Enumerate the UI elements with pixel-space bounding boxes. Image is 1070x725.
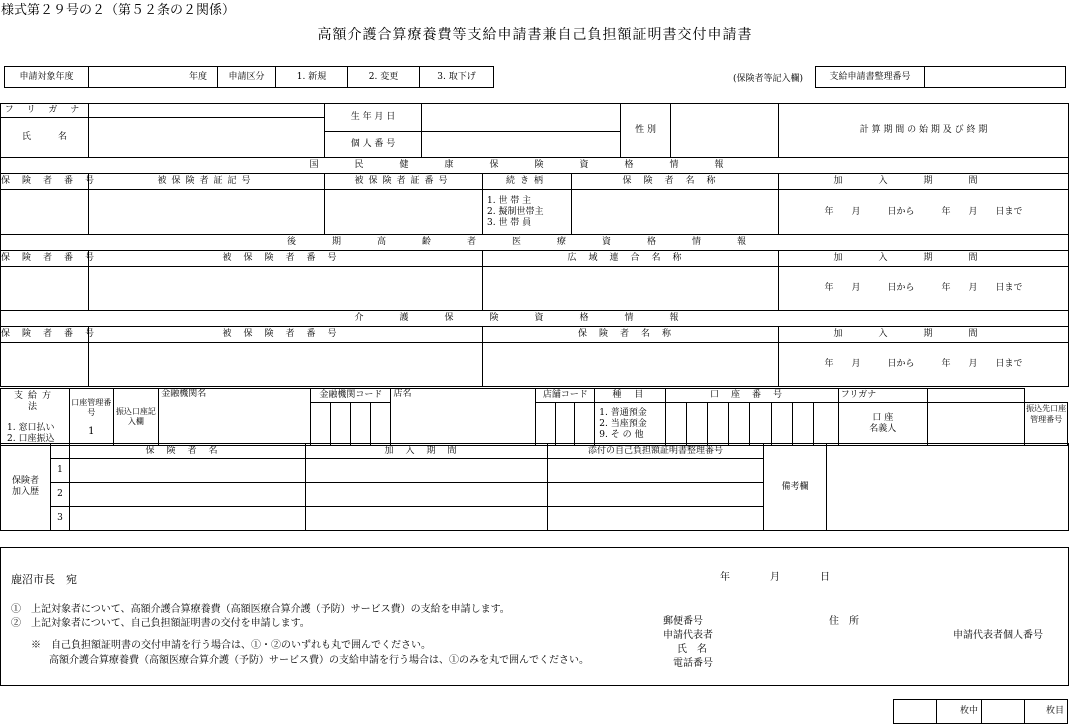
kouki-card-number-field[interactable] (89, 267, 483, 311)
bank-name-label: 金融機関名 (161, 389, 207, 399)
individual-number-label: 個 人 番 号 (325, 132, 422, 158)
sex-label: 性 別 (621, 104, 671, 158)
category-option-new[interactable]: 1. 新規 (276, 67, 348, 88)
relation-option-head[interactable]: 1. 世 帯 主 (487, 195, 532, 206)
rep-name-label: 氏 名 (677, 644, 707, 655)
kokuho-relation-header: 続き柄 (483, 174, 572, 190)
account-digit-8[interactable] (814, 403, 838, 446)
kouki-card-number-header: 被保険者番号 (89, 251, 483, 267)
mgmt-number-label: 支給申請書整理番号 (816, 67, 925, 88)
bank-code-label: 金融機関コード (311, 389, 391, 403)
type-option-other[interactable]: 9. そ の 他 (599, 429, 644, 440)
name-field[interactable] (89, 118, 325, 158)
method-window[interactable]: 1. 窓口払い (7, 423, 55, 433)
declaration-line-2[interactable]: ② 上記対象者について、自己負担額証明書の交付を申請します。 (11, 618, 310, 629)
method-cell[interactable] (1, 389, 70, 446)
kokuho-period-header: 加入期間 (779, 174, 1069, 190)
kaigo-insurer-number-header: 保険者番号 (1, 327, 89, 343)
history-period-header: 加入期間 (306, 444, 548, 459)
account-digit-4[interactable] (729, 403, 750, 446)
account-digit-2[interactable] (686, 403, 707, 446)
kouki-union-name-header: 広域連合名称 (483, 251, 779, 267)
history-row-2-cert[interactable] (548, 483, 764, 507)
mgmt-number-field[interactable] (925, 67, 1066, 88)
kaigo-insurer-name-header: 保険者名称 (483, 327, 779, 343)
bank-code-digit-3[interactable] (350, 403, 370, 446)
account-mgmt-label: 口座管理番号 (71, 397, 112, 417)
sheet-total-field[interactable] (894, 700, 937, 724)
remarks-field[interactable] (827, 444, 1069, 531)
rep-label: 申請代表者 (663, 630, 713, 641)
bank-code-digit-1[interactable] (311, 403, 330, 446)
kaigo-heading: 介護保険資格情報 (1, 311, 1069, 327)
furigana-label: フ リ ガ ナ (1, 104, 89, 118)
branch-label: 店名 (393, 389, 412, 399)
phone-label: 電話番号 (673, 658, 713, 669)
declaration-box (0, 547, 1069, 686)
kokuho-card-number-field[interactable] (325, 190, 483, 235)
kaigo-card-number-header: 被保険者番号 (89, 327, 483, 343)
relation-option-deemed[interactable]: 2. 擬制世帯主 (487, 206, 544, 217)
branch-field[interactable] (391, 389, 536, 446)
kaigo-insurer-name-field[interactable] (483, 343, 779, 387)
kokuho-period-field[interactable]: 年 月 日から 年 月 日まで (779, 190, 1069, 235)
account-number-label: 口座番号 (666, 389, 838, 403)
kokuho-relation-options[interactable] (483, 190, 572, 235)
sheets-of-label: 枚中 (937, 700, 982, 724)
kokuho-card-symbol-field[interactable] (89, 190, 325, 235)
holder-label-2: 名義人 (869, 424, 897, 434)
kaigo-period-header: 加入期間 (779, 327, 1069, 343)
holder-label-cell (838, 403, 927, 446)
branch-code-label: 店舗コード (536, 389, 595, 403)
kaigo-card-number-field[interactable] (89, 343, 483, 387)
kaigo-insurer-number-field[interactable] (1, 343, 89, 387)
kouki-heading: 後期高齢者医療資格情報 (1, 235, 1069, 251)
dest-mgmt-label-2: 管理番号 (1030, 415, 1063, 424)
sex-field[interactable] (671, 104, 779, 158)
addressee: 鹿沼市長 宛 (11, 573, 77, 586)
history-row-1-period[interactable] (306, 459, 548, 483)
history-label-2: 加入歴 (11, 487, 39, 497)
holder-furigana-field[interactable] (927, 389, 1024, 403)
period-label: 計 算 期 間 の 始 期 及 び 終 期 (779, 104, 1069, 158)
kokuho-insurer-number-field[interactable] (1, 190, 89, 235)
history-label: 保険者 (11, 476, 39, 486)
branch-code-digit-3[interactable] (574, 403, 594, 446)
account-digit-3[interactable] (707, 403, 728, 446)
declaration-date[interactable]: 年 月 日 (720, 572, 830, 583)
category-label: 申請区分 (218, 67, 276, 88)
remarks-label: 備考欄 (764, 444, 827, 531)
holder-name-field[interactable] (927, 403, 1024, 446)
address-label: 住 所 (829, 616, 859, 627)
account-digit-5[interactable] (750, 403, 771, 446)
kouki-insurer-number-field[interactable] (1, 267, 89, 311)
history-cert-header: 添付の自己負担額証明書整理番号 (548, 444, 764, 459)
kouki-period-header: 加入期間 (779, 251, 1069, 267)
individual-number-field[interactable] (422, 132, 621, 158)
main-form-table (0, 103, 1069, 387)
form-number: 様式第２９号の２（第５２条の２関係） (1, 3, 236, 18)
branch-code-digit-2[interactable] (555, 403, 574, 446)
method-label: 支給方法 (13, 391, 56, 412)
bank-name-field[interactable] (159, 389, 311, 446)
account-digit-1[interactable] (666, 403, 686, 446)
insurer-note: (保険者等記入欄) (733, 74, 804, 84)
transfer-entry-label: 振込口座記入欄 (113, 389, 159, 446)
history-row-number: 3 (51, 507, 70, 531)
account-digit-6[interactable] (771, 403, 792, 446)
bank-code-digit-2[interactable] (330, 403, 350, 446)
type-options[interactable] (595, 403, 666, 446)
bank-code-digit-4[interactable] (371, 403, 391, 446)
history-row-2-period[interactable] (306, 483, 548, 507)
management-number-table (815, 66, 1066, 88)
dest-mgmt-label: 振込先口座 (1026, 404, 1067, 413)
history-row-1-cert[interactable] (548, 459, 764, 483)
account-mgmt-value: 1 (88, 425, 95, 437)
kokuho-heading: 国民健康保険資格情報 (1, 158, 1069, 174)
branch-code-digit-1[interactable] (536, 403, 555, 446)
kokuho-insurer-name-field[interactable] (572, 190, 779, 235)
history-row-3-insurer[interactable] (70, 507, 306, 531)
kokuho-insurer-number-header: 保険者番号 (1, 174, 89, 190)
kokuho-insurer-name-header: 保険者名称 (572, 174, 779, 190)
sheet-counter (893, 699, 1068, 724)
history-row-2-insurer[interactable] (70, 483, 306, 507)
history-insurer-header: 保険者名 (70, 444, 306, 459)
postal-label: 郵便番号 (663, 616, 703, 627)
furigana-label-payment: フリガナ (838, 389, 927, 403)
rep-id-label: 申請代表者個人番号 (953, 630, 1043, 641)
history-label-cell (1, 444, 51, 531)
category-option-change[interactable]: 2. 変更 (348, 67, 420, 88)
account-mgmt-cell (69, 389, 113, 446)
kouki-period-field[interactable]: 年 月 日から 年 月 日まで (779, 267, 1069, 311)
kouki-union-name-field[interactable] (483, 267, 779, 311)
birth-field[interactable] (422, 104, 621, 132)
sheet-number-label: 枚目 (1025, 700, 1068, 724)
history-row-number: 1 (51, 459, 70, 483)
type-option-current[interactable]: 2. 当座預金 (599, 418, 647, 429)
relation-option-member[interactable]: 3. 世 帯 員 (487, 217, 532, 228)
application-header-table (4, 66, 494, 88)
declaration-line-1[interactable]: ① 上記対象者について、高額介護合算療養費（高額医療合算介護（予防）サービス費）の支給を申請します。 (11, 604, 510, 615)
method-transfer[interactable]: 2. 口座振込 (7, 434, 55, 444)
category-option-withdraw[interactable]: 3. 取下げ (420, 67, 494, 88)
kaigo-period-field[interactable]: 年 月 日から 年 月 日まで (779, 343, 1069, 387)
kouki-insurer-number-header: 保険者番号 (1, 251, 89, 267)
history-row-3-cert[interactable] (548, 507, 764, 531)
payment-table (0, 388, 1068, 446)
history-row-1-insurer[interactable] (70, 459, 306, 483)
holder-label: 口 座 (872, 413, 894, 423)
year-suffix: 年度 (188, 71, 207, 82)
type-label: 種 目 (595, 389, 666, 403)
furigana-field[interactable] (89, 104, 325, 118)
name-label: 氏 名 (1, 118, 89, 158)
account-digit-7[interactable] (793, 403, 814, 446)
declaration-note-1: ※ 自己負担額証明書の交付申請を行う場合は、①・②のいずれも丸で囲んでください。 (31, 640, 431, 651)
dest-mgmt-cell[interactable] (1025, 403, 1068, 446)
sheet-number-field[interactable] (982, 700, 1025, 724)
kokuho-card-symbol-header: 被保険者証記号 (89, 174, 325, 190)
kokuho-card-number-header: 被保険者証番号 (325, 174, 483, 190)
history-row-3-period[interactable] (306, 507, 548, 531)
page-title: 高額介護合算療養費等支給申請書兼自己負担額証明書交付申請書 (317, 27, 753, 43)
type-option-ordinary[interactable]: 1. 普通預金 (599, 407, 647, 418)
declaration-note-2: 高額介護合算療養費（高額医療合算介護（予防）サービス費）の支給申請を行う場合は、①のみを丸で囲んでください。 (49, 655, 589, 666)
target-year-label: 申請対象年度 (5, 67, 89, 88)
history-row-number: 2 (51, 483, 70, 507)
target-year-field[interactable] (89, 67, 218, 88)
birth-label: 生 年 月 日 (325, 104, 422, 132)
history-table (0, 443, 1069, 531)
